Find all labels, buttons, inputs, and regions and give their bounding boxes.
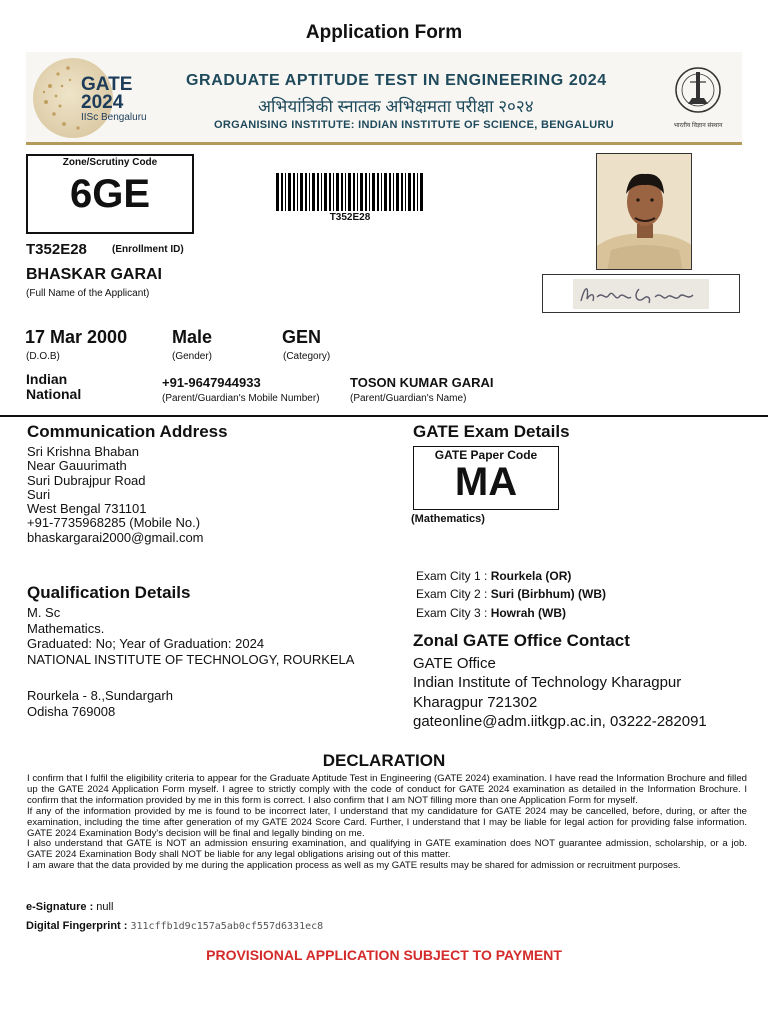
logo-year: 2024 — [81, 92, 124, 113]
emblem-caption: भारतीय विज्ञान संस्थान — [673, 123, 723, 129]
paper-code-label: GATE Paper Code — [434, 448, 538, 462]
zonal-office-heading: Zonal GATE Office Contact — [413, 631, 630, 650]
declaration-paragraph: I also understand that GATE is NOT an admission ensuring examination, and qualifying in GATE examination does NOT guarantee admission, scholarship, or a job. GATE 2024 Examination Body shall NOT be liable for any legal obligations arising out of this matter. — [27, 838, 747, 861]
exam-city-1 — [416, 569, 571, 583]
gender-label: (Gender) — [172, 351, 213, 362]
applicant-name: BHASKAR GARAI — [26, 266, 162, 283]
barcode-bar — [317, 173, 319, 211]
address-line: West Bengal 731101 — [27, 501, 147, 517]
dob-value: 17 Mar 2000 — [25, 327, 128, 347]
nationality-value: Indian National — [26, 371, 82, 402]
barcode-bar — [345, 173, 346, 211]
barcode-bar — [420, 173, 423, 211]
exam-city-2-value: Suri (Birbhum) (WB) — [490, 587, 606, 601]
zonal-office-contact-line: gateonline@adm.iitkgp.ac.in, 03222-282091 — [413, 712, 707, 730]
barcode-bar — [348, 173, 351, 211]
barcode-bar — [396, 173, 399, 211]
exam-city-3 — [416, 606, 566, 620]
qualification-address-line: Rourkela - 8.,Sundargarh — [27, 688, 173, 703]
barcode-bar — [297, 173, 298, 211]
exam-details-heading: GATE Exam Details — [413, 422, 570, 441]
barcode-bar — [333, 173, 334, 211]
exam-city-3-value: Howrah (WB) — [490, 606, 567, 620]
barcode-bar — [360, 173, 363, 211]
digital-fingerprint-label: Digital Fingerprint : — [26, 920, 131, 932]
barcode-bar — [293, 173, 295, 211]
category-label: (Category) — [283, 351, 331, 362]
address-line: Sri Krishna Bhaban — [27, 444, 140, 459]
qualification-institute: NATIONAL INSTITUTE OF TECHNOLOGY, ROURKELA — [27, 651, 355, 667]
gender-value: Male — [172, 327, 213, 347]
qualification-degree: M. Sc — [27, 605, 61, 620]
barcode-bar — [384, 173, 387, 211]
exam-city-1-value: Rourkela (OR) — [490, 569, 572, 583]
applicant-photo — [596, 153, 692, 270]
barcode-bar — [401, 173, 403, 211]
iisc-emblem — [666, 64, 730, 129]
enrollment-barcode — [276, 173, 424, 211]
e-signature — [26, 901, 113, 913]
barcode-bar — [341, 173, 343, 211]
barcode-bar — [365, 173, 367, 211]
barcode-bar — [321, 173, 322, 211]
applicant-portrait-image — [597, 154, 692, 270]
barcode-bar — [288, 173, 291, 211]
qualification-address — [27, 688, 173, 719]
zonal-office-line: GATE Office — [413, 655, 496, 672]
declaration-paragraph: If any of the information provided by me is found to be incorrect later, I understand that my candidature for GATE 2024 may be cancelled, before, during, or after the examination, including the time after generation of my GATE 2024 Score Card. Further, I understand that I may be liable for legal action for providing false information. GATE 2024 Examination Body's decision will be final and legally binding on me. — [27, 805, 747, 839]
exam-city-3-label: Exam City 3 : — [416, 606, 491, 620]
barcode-bar — [300, 173, 303, 211]
iisc-emblem-icon — [666, 64, 730, 116]
zonal-office-contact — [413, 654, 707, 731]
zonal-office-line: Kharagpur 721302 — [413, 693, 538, 711]
logo-main: GATE — [81, 74, 133, 95]
barcode-text: T352E28 — [329, 212, 371, 223]
barcode-bar — [372, 173, 375, 211]
barcode-bar — [369, 173, 370, 211]
logo-subtitle: IISc Bengaluru — [81, 112, 147, 123]
barcode-bar — [312, 173, 315, 211]
applicant-signature-image — [543, 275, 741, 314]
header-divider — [26, 142, 742, 145]
applicant-name-label: (Full Name of the Applicant) — [26, 288, 150, 299]
barcode-bar — [381, 173, 382, 211]
address-line: Near Gauurimath — [27, 458, 127, 474]
barcode-bar — [413, 173, 415, 211]
enrollment-id: T352E28 — [26, 241, 87, 258]
barcode-bar — [408, 173, 411, 211]
barcode-bar — [276, 173, 279, 211]
zone-code-value: 6GE — [69, 172, 151, 216]
exam-city-2-label: Exam City 2 : — [416, 587, 491, 601]
dob-label: (D.O.B) — [26, 351, 60, 362]
barcode-bar — [285, 173, 286, 211]
barcode-bar — [305, 173, 307, 211]
qualification-status: Graduated: No; Year of Graduation: 2024 — [27, 636, 265, 651]
barcode-bar — [329, 173, 331, 211]
barcode-bar — [405, 173, 406, 211]
declaration-paragraph: I confirm that I fulfil the eligibility criteria to appear for the Graduate Aptitude Test in Engineering (GATE 2024) examination. I have read the Information Brochure and filled up the GATE 2024 Application Form myself. I agree to strictly comply with the code of conduct for GATE 2024 examination as detailed in the Information Brochure. I confirm that the information provided by me in this form is correct. I also confirm that I am NOT filling more than one Application Form for myself. — [27, 773, 747, 806]
paper-name: (Mathematics) — [411, 513, 485, 525]
barcode-bar — [417, 173, 418, 211]
org-title-english: GRADUATE APTITUDE TEST IN ENGINEERING 2024 — [186, 72, 607, 89]
digital-fingerprint-value: 311cffb1d9c157a5ab0cf557d6331ec8 — [130, 921, 324, 932]
form-title: Application Form — [305, 22, 463, 43]
digital-fingerprint — [26, 920, 323, 932]
zone-code-label: Zone/Scrutiny Code — [62, 157, 158, 168]
e-signature-value: null — [96, 901, 114, 913]
address-email: bhaskargarai2000@gmail.com — [27, 529, 204, 545]
declaration-paragraph: I am aware that the data provided by me during the application process as well as my GATE results may be shared for admission or recruitment purposes. — [27, 860, 681, 872]
barcode-bar — [393, 173, 394, 211]
zonal-office-line: Indian Institute of Technology Kharagpur — [413, 674, 682, 692]
barcode-bar — [336, 173, 339, 211]
declaration-text — [27, 774, 747, 872]
address-heading: Communication Address — [27, 422, 228, 441]
section-divider — [0, 415, 768, 417]
address-line: Suri — [27, 486, 51, 502]
barcode-bar — [324, 173, 327, 211]
address-line: Suri Dubrajpur Road — [27, 472, 146, 488]
organising-institute: ORGANISING INSTITUTE: INDIAN INSTITUTE OF SCIENCE, BENGALURU — [214, 119, 614, 131]
barcode-bar — [309, 173, 310, 211]
barcode-bar — [353, 173, 355, 211]
org-title-hindi: अभियांत्रिकी स्नातक अभिक्षमता परीक्षा २०२४ — [258, 97, 534, 116]
qualification-address-line: Odisha 769008 — [27, 703, 116, 719]
qualification-subject: Mathematics. — [27, 620, 105, 636]
guardian-name-label: (Parent/Guardian's Name) — [350, 393, 467, 404]
e-signature-label: e-Signature : — [26, 901, 97, 913]
enrollment-id-label: (Enrollment ID) — [112, 244, 184, 255]
barcode-bar — [281, 173, 283, 211]
applicant-signature-box — [542, 274, 740, 313]
barcode-bar — [357, 173, 358, 211]
logo-wordmark — [81, 76, 132, 112]
exam-city-2 — [416, 587, 606, 601]
communication-address — [27, 445, 204, 545]
guardian-mobile-value: +91-9647944933 — [162, 375, 261, 390]
declaration-heading: DECLARATION — [322, 751, 446, 770]
qualification-heading: Qualification Details — [27, 583, 191, 602]
provisional-notice: PROVISIONAL APPLICATION SUBJECT TO PAYMENT — [206, 947, 562, 963]
category-value: GEN — [282, 327, 322, 347]
barcode-bar — [377, 173, 379, 211]
guardian-mobile-label: (Parent/Guardian's Mobile Number) — [162, 393, 320, 404]
barcode-bar — [389, 173, 391, 211]
qualification-details — [27, 605, 354, 667]
guardian-name-value: TOSON KUMAR GARAI — [350, 375, 494, 390]
paper-code-value: MA — [454, 460, 518, 504]
exam-city-1-label: Exam City 1 : — [416, 569, 491, 583]
address-mobile: +91-7735968285 (Mobile No.) — [27, 515, 201, 531]
